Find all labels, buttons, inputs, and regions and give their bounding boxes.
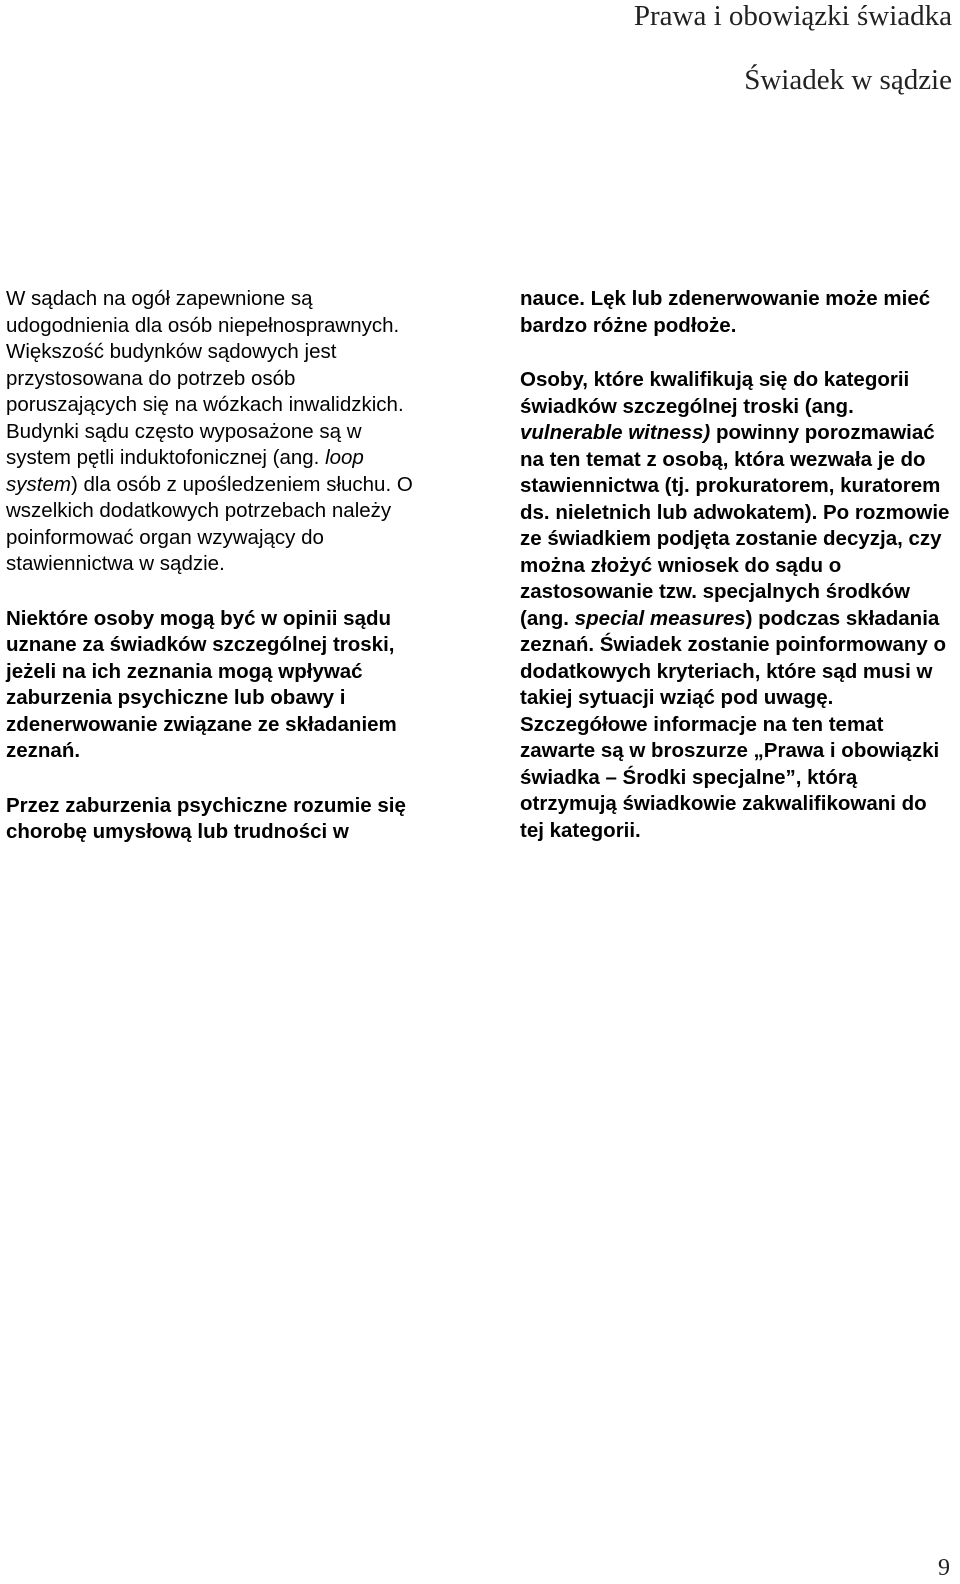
page-number: 9 [938, 1555, 950, 1581]
italic-term-loop-system: loop system [6, 446, 364, 496]
paragraph-text: W sądach na ogół zapewnione są udogodnienia dla osób niepełnosprawnych. Większość budynków sądowych jest przystosowana do potrzeb osób poruszających się na wózkach inwalidzkich. Budynki sądu często wyposażone są w system pętli induktofonicznej (ang. [6, 287, 404, 469]
italic-term-special-measures: special measures [574, 606, 746, 630]
paragraph-text: ) podczas składania zeznań. Świadek zostanie poinformowany o dodatkowych kryteriach, które sąd musi w takiej sytuacji wziąć pod uwagę. Szczegółowe informacje na ten temat zawarte są w broszurze „Prawa i obowiązki świadka – Środki specjalne”, którą otrzymują świadkowie zakwalifikowani do tej kategorii. [520, 606, 947, 842]
paragraph-text: powinny porozmawiać na ten temat z osobą, która wezwała je do stawiennictwa (tj. prokuratorem, kuratorem ds. nieletnich lub adwokatem). Po rozmowie ze świadkiem podjęta zostanie decyzja, czy można złożyć wniosek do sądu o zastosowanie tzw. specjalnych środków (ang. [520, 421, 950, 630]
running-header-title: Prawa i obowiązki świadka [633, 0, 952, 32]
paragraph-vulnerable-witness: Niektóre osoby mogą być w opinii sądu uznane za świadków szczególnej troski, jeżeli na ich zeznania mogą wpływać zaburzenia psychiczne lub obawy i zdenerwowanie związane ze składaniem zeznań. [6, 606, 397, 762]
paragraph-mental-disorders: Przez zaburzenia psychiczne rozumie się chorobę umysłową lub trudności w [6, 793, 406, 843]
paragraph-text: ) dla osób z upośledzeniem słuchu. O wszelkich dodatkowych potrzebach należy poinformować organ wzywający do stawiennictwa w sądzie. [6, 472, 413, 575]
paragraph-accessibility [6, 286, 426, 578]
right-column [520, 286, 954, 844]
italic-term-vulnerable-witness: vulnerable witness) [520, 421, 711, 444]
section-title: Świadek w sądzie [744, 64, 952, 96]
left-column [6, 286, 426, 846]
paragraph-special-measures [520, 367, 954, 844]
paragraph-anxiety: nauce. Lęk lub zdenerwowanie może mieć bardzo różne podłoże. [520, 287, 931, 337]
paragraph-text: Osoby, które kwalifikują się do kategorii świadków szczególnej troski (ang. [520, 368, 910, 418]
